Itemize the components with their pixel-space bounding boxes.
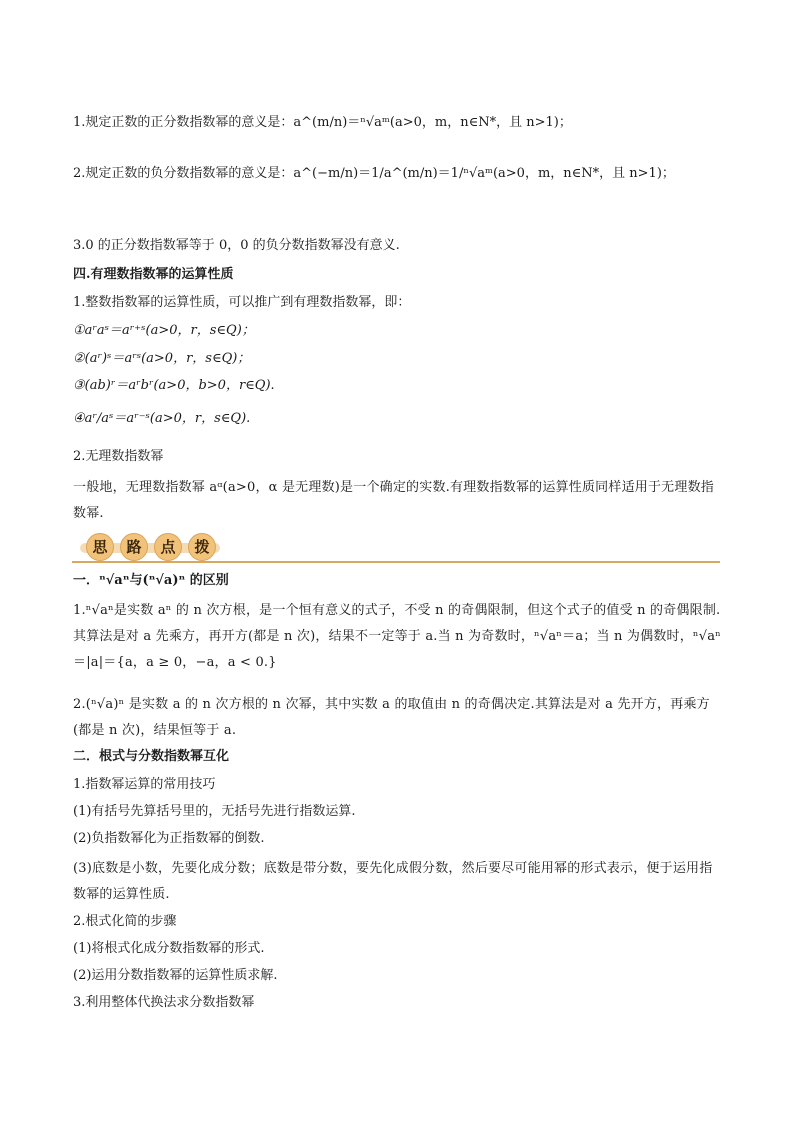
rule-negative-fractional-exponent: 2.规定正数的负分数指数幂的意义是：a^(−m/n)＝1/a^(m/n)＝1/ⁿ√aᵐ(a>0，m，n∈N*，且 n>1)； [73,166,675,181]
subheading-common-techniques: 1.指数幂运算的常用技巧 [73,777,216,792]
section-heading-rational-exponent-properties: 四.有理数指数幂的运算性质 [73,267,234,282]
paragraph-radical-power: 1.ⁿ√aⁿ是实数 aⁿ 的 n 次方根，是一个恒有意义的式子，不受 n 的奇偶限制，但这个式子的值受 n 的奇偶限制.其算法是对 a 先乘方，再开方(都是 n 次)，结果不一定等于 a.当 n 为奇数时，ⁿ√aⁿ＝a；当 n 为偶数时，ⁿ√aⁿ＝|a|＝{a，a ≥ 0，−a，a < 0.} [73,603,722,670]
property-2: ②(aʳ)ˢ＝aʳˢ(a>0，r，s∈Q)； [73,351,251,366]
banner-rule [72,561,720,563]
subheading-simplification-steps: 2.根式化简的步骤 [73,914,177,929]
technique-2: (2)负指数幂化为正指数幂的倒数. [73,831,265,846]
step-1: (1)将根式化成分数指数幂的形式. [73,941,265,956]
rule-positive-fractional-exponent: 1.规定正数的正分数指数幂的意义是：a^(m/n)＝ⁿ√aᵐ(a>0，m，n∈N*，且 n>1)； [73,115,572,130]
section-banner [72,530,720,566]
heading-radical-difference: 一．ⁿ√aⁿ与(ⁿ√a)ⁿ 的区别 [73,573,229,588]
banner-char-2: 路 [120,533,148,561]
banner-char-1: 思 [86,533,114,561]
banner-char-4: 拨 [188,533,216,561]
technique-3: (3)底数是小数，先要化成分数；底数是带分数，要先化成假分数，然后要尽可能用幂的形式表示，便于运用指数幂的运算性质. [73,861,713,902]
paragraph-power-of-radical: 2.(ⁿ√a)ⁿ 是实数 a 的 n 次方根的 n 次幂，其中实数 a 的取值由 n 的奇偶决定.其算法是对 a 先开方，再乘方(都是 n 次)，结果恒等于 a. [73,697,710,738]
step-2: (2)运用分数指数幂的运算性质求解. [73,968,278,983]
paragraph-irrational-exponent: 一般地，无理数指数幂 aᵅ(a>0，α 是无理数)是一个确定的实数.有理数指数幂的运算性质同样适用于无理数指数幂. [73,480,714,521]
text-intro-properties: 1.整数指数幂的运算性质，可以推广到有理数指数幂，即： [73,295,411,310]
subheading-substitution-method: 3.利用整体代换法求分数指数幂 [73,995,255,1010]
property-3: ③(ab)ʳ＝aʳbʳ(a>0，b>0，r∈Q). [73,378,275,393]
property-4: ④aʳ/aˢ＝aʳ⁻ˢ(a>0，r，s∈Q). [73,411,251,426]
rule-zero-exponent: 3.0 的正分数指数幂等于 0，0 的负分数指数幂没有意义. [73,238,400,253]
subheading-irrational-exponent: 2.无理数指数幂 [73,449,164,464]
technique-1: (1)有括号先算括号里的，无括号先进行指数运算. [73,804,356,819]
property-1: ①aʳaˢ＝aʳ⁺ˢ(a>0，r，s∈Q)； [73,323,255,338]
heading-radical-fraction-conversion: 二．根式与分数指数幂互化 [73,749,230,764]
banner-char-3: 点 [154,533,182,561]
